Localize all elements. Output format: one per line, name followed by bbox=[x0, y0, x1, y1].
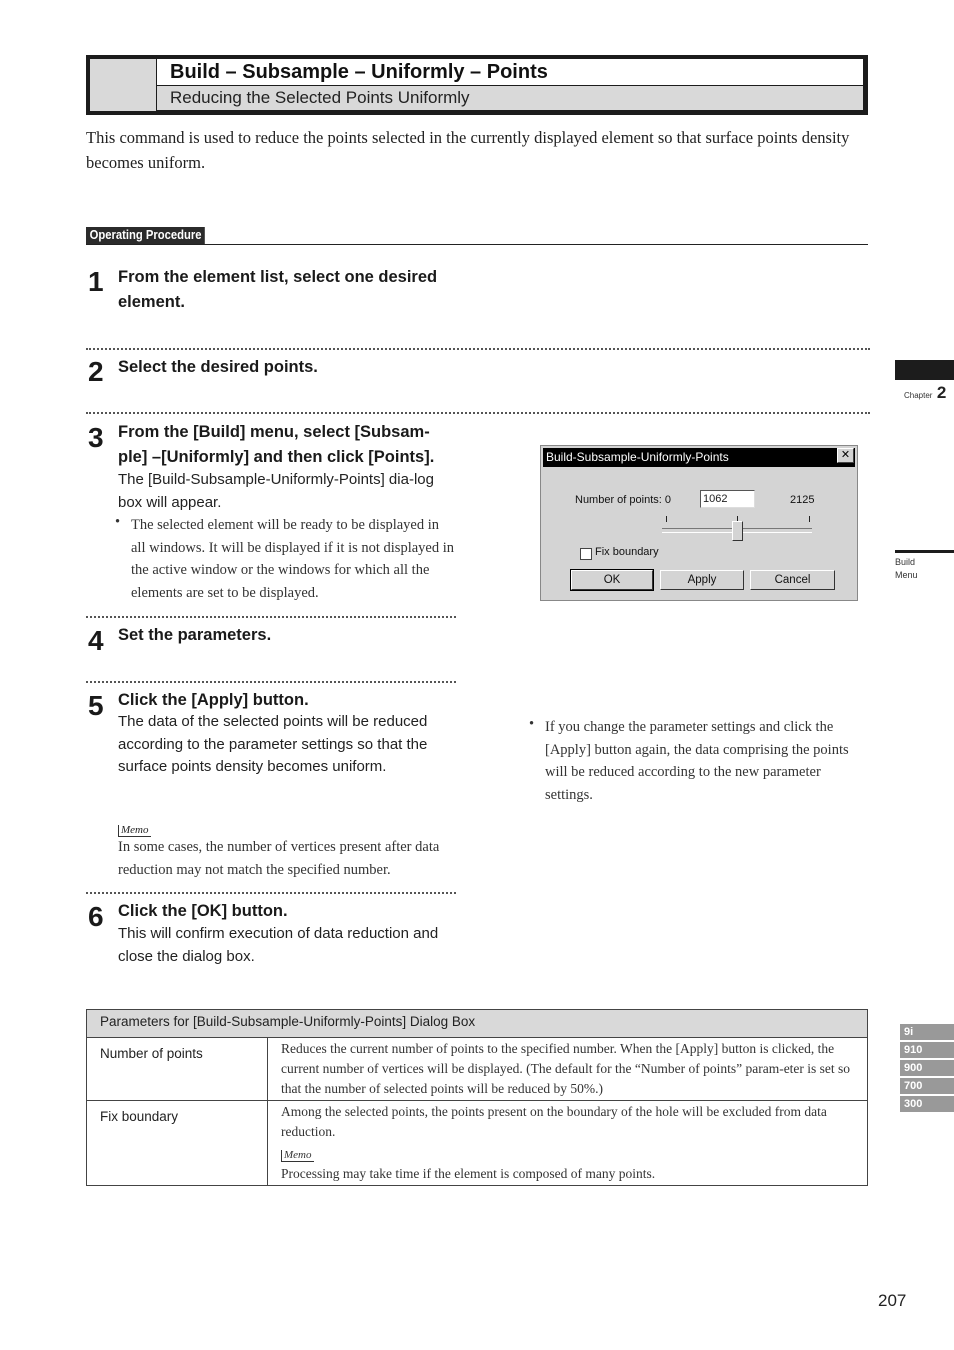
step-number: 4 bbox=[88, 625, 104, 656]
param-description: Reduces the current number of points to the specified number. When the [Apply] button is clicked, the current number of vertices will be displayed. (The default for the “Number of points” param-eter is set so that the number of selected points will be reduced by 50%.) bbox=[268, 1038, 868, 1101]
operating-procedure-label: Operating Procedure bbox=[86, 227, 205, 244]
memo-icon bbox=[281, 1144, 854, 1164]
table-header-row bbox=[87, 1010, 868, 1038]
param-description-cell bbox=[268, 1101, 868, 1186]
param-description: Among the selected points, the points present on the boundary of the hole will be excluded from data reduction. bbox=[281, 1104, 827, 1139]
menu-tab-bar bbox=[895, 550, 954, 553]
chapter-tab bbox=[895, 360, 954, 380]
version-tab: 700 bbox=[900, 1078, 954, 1094]
number-of-points-label: Number of points: 0 bbox=[575, 494, 671, 506]
max-points-label: 2125 bbox=[790, 494, 815, 506]
menu-label bbox=[895, 556, 918, 582]
subsample-dialog bbox=[540, 445, 858, 601]
chapter-word: Chapter bbox=[904, 391, 933, 400]
step-body: This will confirm execution of data reduction and close the dialog box. bbox=[118, 925, 439, 965]
step-number: 1 bbox=[88, 266, 104, 297]
step-number: 6 bbox=[88, 901, 104, 932]
slider-tick-min bbox=[666, 516, 667, 522]
memo-text: Processing may take time if the element is composed of many points. bbox=[281, 1166, 656, 1181]
step-number: 5 bbox=[88, 690, 104, 721]
bullet-marker: • bbox=[529, 716, 535, 732]
number-of-points-input[interactable]: 1062 bbox=[700, 490, 755, 508]
step-heading: Select the desired points. bbox=[118, 358, 318, 376]
operating-procedure-heading bbox=[86, 226, 868, 245]
dialog-title: Build-Subsample-Uniformly-Points bbox=[543, 448, 855, 467]
table-row bbox=[87, 1101, 868, 1186]
dotted-divider bbox=[86, 681, 456, 683]
step-heading: From the [Build] menu, select [Subsam-ple] –[Uniformly] and then click [Points]. bbox=[118, 423, 435, 466]
table-header: Parameters for [Build-Subsample-Uniformly-Points] Dialog Box bbox=[87, 1010, 868, 1038]
memo-label: Memo bbox=[118, 825, 151, 837]
table-row bbox=[87, 1038, 868, 1101]
slider-tick-max bbox=[809, 516, 810, 522]
version-tab: 300 bbox=[900, 1096, 954, 1112]
dotted-divider bbox=[86, 616, 456, 618]
step-heading: Click the [Apply] button. bbox=[118, 691, 309, 709]
bullet-marker: • bbox=[115, 514, 121, 530]
dotted-divider bbox=[86, 348, 870, 350]
chapter-indicator bbox=[904, 383, 946, 403]
page-subtitle: Reducing the Selected Points Uniformly bbox=[157, 86, 863, 110]
dotted-divider bbox=[86, 892, 456, 894]
page-title: Build – Subsample – Uniformly – Points bbox=[157, 59, 863, 85]
step-bullet: The selected element will be ready to be displayed in all windows. It will be displayed if it is not displayed in the active window or the windows for which all the elements are set to be displayed. bbox=[131, 517, 454, 601]
ok-button[interactable]: OK bbox=[571, 570, 653, 590]
apply-note: If you change the parameter settings and click the [Apply] button again, the data comprising the points will be reduced according to the new parameter settings. bbox=[545, 719, 849, 803]
step-number: 2 bbox=[88, 356, 104, 387]
version-tab: 900 bbox=[900, 1060, 954, 1076]
version-tab: 910 bbox=[900, 1042, 954, 1058]
step-heading: Click the [OK] button. bbox=[118, 902, 288, 920]
memo-label: Memo bbox=[281, 1150, 314, 1162]
chapter-number: 2 bbox=[936, 383, 947, 402]
fix-boundary-checkbox[interactable] bbox=[580, 548, 592, 560]
page-number: 207 bbox=[878, 1291, 907, 1310]
step-heading: From the element list, select one desired element. bbox=[118, 268, 438, 311]
step-body: The [Build-Subsample-Uniformly-Points] dia-log box will appear. bbox=[118, 471, 434, 511]
fix-boundary-label: Fix boundary bbox=[595, 546, 659, 558]
step-heading: Set the parameters. bbox=[118, 626, 272, 644]
parameters-table bbox=[86, 1009, 868, 1186]
apply-button[interactable]: Apply bbox=[660, 570, 744, 590]
memo-text: In some cases, the number of vertices present after data reduction may not match the specified number. bbox=[118, 839, 440, 878]
points-slider-thumb[interactable] bbox=[732, 521, 743, 541]
close-icon[interactable]: ✕ bbox=[837, 448, 854, 463]
step-number: 3 bbox=[88, 422, 104, 453]
param-name: Number of points bbox=[87, 1038, 268, 1101]
step-body: The data of the selected points will be reduced according to the parameter settings so that the surface points density becomes uniform. bbox=[118, 713, 428, 775]
param-name: Fix boundary bbox=[87, 1101, 268, 1186]
version-tab: 9i bbox=[900, 1024, 954, 1040]
header-tab-block bbox=[90, 59, 156, 111]
cancel-button[interactable]: Cancel bbox=[750, 570, 835, 590]
section-header bbox=[86, 55, 868, 115]
menu-label-line: Menu bbox=[895, 570, 918, 580]
intro-paragraph: This command is used to reduce the points selected in the currently displayed element so that surface points density becomes uniform. bbox=[86, 128, 850, 172]
menu-label-line: Build bbox=[895, 557, 916, 567]
dotted-divider bbox=[86, 412, 870, 414]
